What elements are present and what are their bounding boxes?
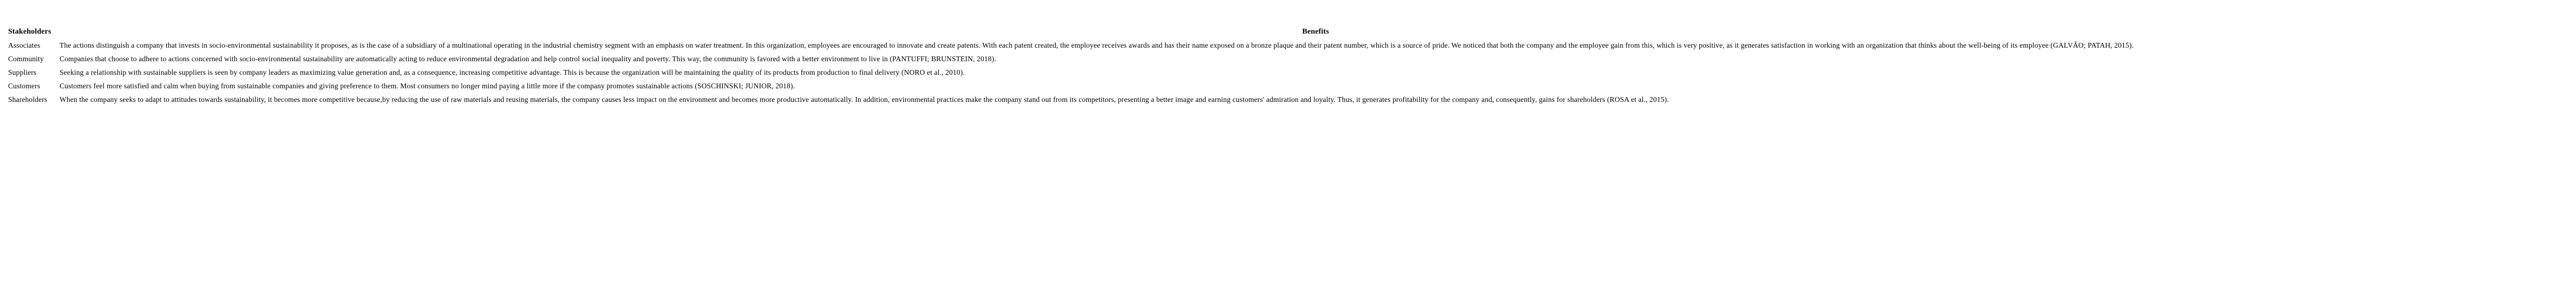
benefit-cell: The actions distinguish a company that invests in socio-environmental sustainability it proposes, as is the case of a subsidiary of a multinational operating in the industrial chemistry segment with an emphasis on water treatment. In this organization, employees are encouraged to innovate and create patents. With each patent created, the employee receives awards and has their name exposed on a bronze plaque and their patent number, which is a source of pride. We noticed that both the company and the employee gain from this, which is very positive, as it generates satisfaction in working with an organization that thinks about the well-being of its employee (GALVÃO; PATAH, 2015).: [60, 41, 2134, 49]
table-row-customers: [8, 79, 2572, 93]
table-row-suppliers: [8, 66, 2572, 79]
table-row-associates: [8, 38, 2572, 52]
benefit-cell: Customers feel more satisfied and calm when buying from sustainable companies and giving preference to them. Most consumers no longer mind paying a little more if the company promotes sustainable actions (SOSCHINSKI; JUNIOR, 2018).: [60, 82, 795, 90]
column-header-stakeholders: Stakeholders: [8, 28, 51, 36]
stakeholder-cell: Shareholders: [8, 95, 48, 104]
stakeholder-cell: Customers: [8, 82, 41, 90]
table-row-community: [8, 52, 2572, 66]
benefit-cell: Seeking a relationship with sustainable suppliers is seen by company leaders as maximizing value generation and, as a consequence, increasing competitive advantage. This is because the organization will be maintaining the quality of its products from production to final delivery (NORO et al., 2010).: [60, 68, 965, 76]
benefit-cell: Companies that choose to adhere to actions concerned with socio-environmental sustainability are automatically acting to reduce environmental degradation and help control social inequality and poverty. This way, the community is favored with a better environment to live in (PANTUFFI; BRUNSTEIN, 2018).: [60, 55, 996, 63]
table-row-shareholders: [8, 93, 2572, 106]
stakeholder-cell: Suppliers: [8, 68, 37, 76]
column-header-benefits: Benefits: [1302, 28, 1329, 36]
table-header-row: [8, 25, 2572, 38]
stakeholder-benefits-table: [0, 0, 2576, 106]
stakeholder-cell: Associates: [8, 41, 41, 49]
stakeholder-cell: Community: [8, 55, 44, 63]
benefit-cell: When the company seeks to adapt to attitudes towards sustainability, it becomes more competitive because,by reducing the use of raw materials and reusing materials, the company causes less impact on the environment and becomes more productive automatically. In addition, environmental practices make the company stand out from its competitors, presenting a better image and earning customers' admiration and loyalty. Thus, it generates profitability for the company and, consequently, gains for shareholders (ROSA et al., 2015).: [60, 95, 1669, 104]
